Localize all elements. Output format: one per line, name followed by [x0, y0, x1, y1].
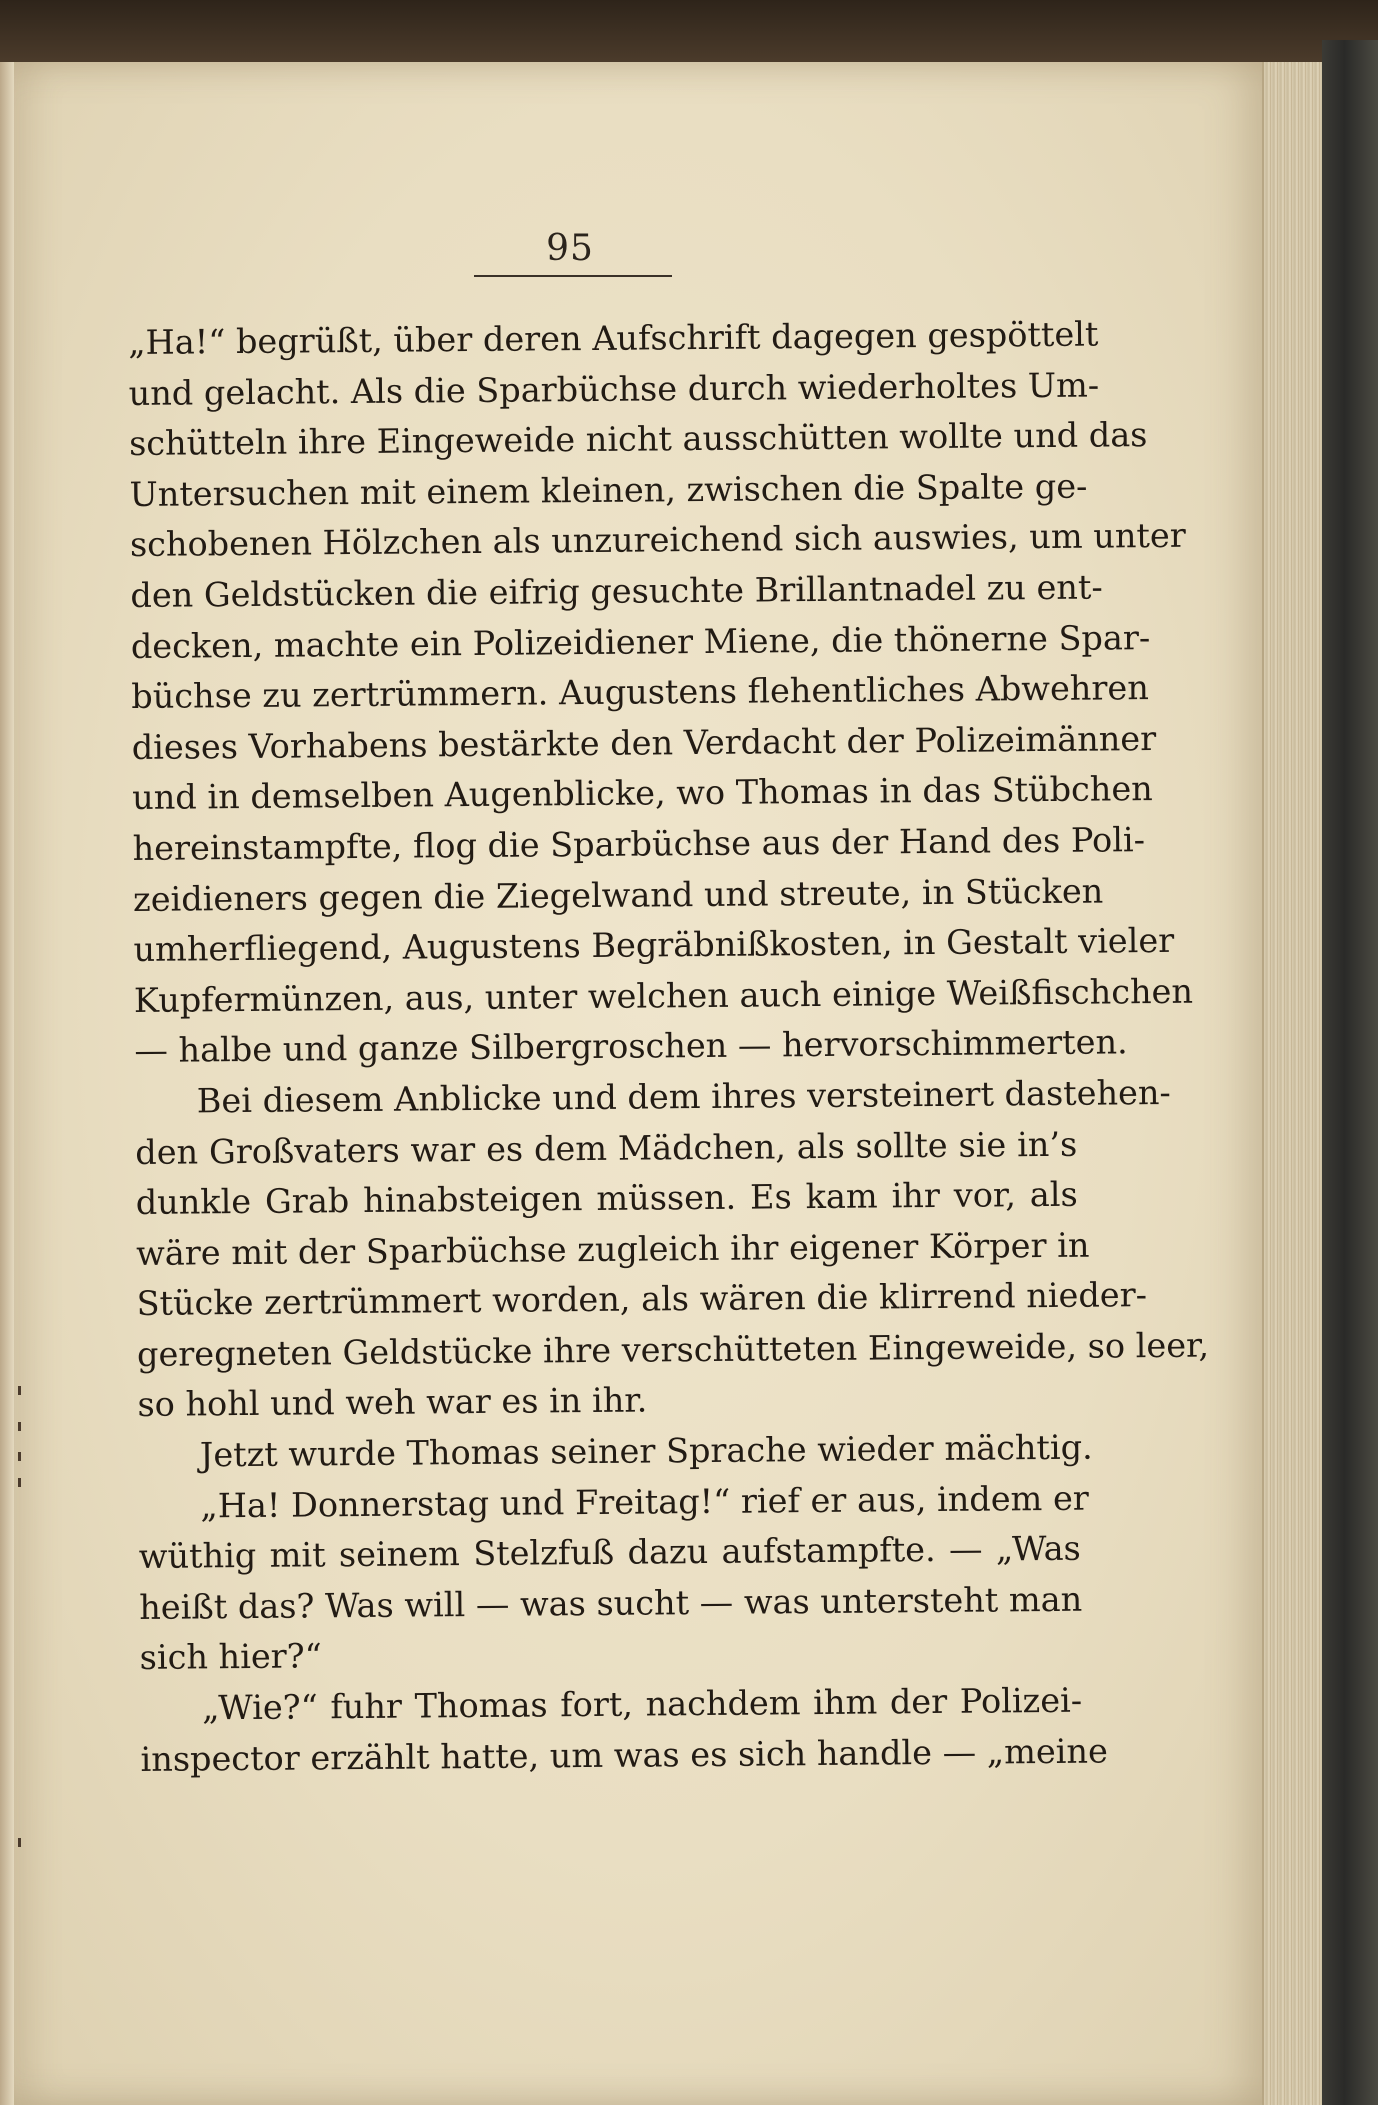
text-line: hereinstampfte, flog die Sparbüchse aus der Hand des Poli-	[132, 820, 1146, 868]
text-line: und gelacht. Als die Sparbüchse durch wiederholtes Um-	[128, 365, 1100, 413]
text-line: so hohl und weh war es in ihr.	[137, 1380, 648, 1425]
text-line: „Wie?“ fuhr Thomas fort, nachdem ihm der Polizei-	[201, 1680, 1083, 1728]
text-line: umherfliegend, Augustens Begräbnißkosten, in Gestalt vieler	[133, 921, 1175, 970]
text-line: — halbe und ganze Silbergroschen — hervorschimmerten.	[134, 1022, 1128, 1071]
text-line: und in demselben Augenblicke, wo Thomas in das Stübchen	[132, 769, 1153, 818]
text-line: geregneten Geldstücke ihre verschütteten Eingeweide, so leer,	[136, 1325, 1210, 1374]
text-line: inspector erzählt hatte, um was es sich handle — „meine	[140, 1731, 1108, 1779]
text-line: schütteln ihre Eingeweide nicht ausschütten wollte und das	[128, 415, 1148, 464]
text-line: wäre mit der Sparbüchse zugleich ihr eigener Körper in	[135, 1225, 1090, 1273]
text-line: decken, machte ein Polizeidiener Miene, die thönerne Spar-	[130, 617, 1151, 666]
text-line: Jetzt wurde Thomas seiner Sprache wieder mächtig.	[199, 1427, 1093, 1475]
text-line: Kupfermünzen, aus, unter welchen auch einige Weißfischchen	[133, 971, 1194, 1020]
text-line: Bei diesem Anblicke und dem ihres versteinert dastehen-	[196, 1072, 1171, 1121]
text-line: den Geldstücken die eifrig gesuchte Brillantnadel zu ent-	[130, 567, 1103, 615]
text-line: dunkle Grab hinabsteigen müssen. Es kam ihr vor, als	[135, 1174, 1078, 1223]
text-line: dieses Vorhabens bestärkte den Verdacht der Polizeimänner	[131, 718, 1157, 767]
text-line: büchse zu zertrümmern. Augustens flehentliches Abwehren	[131, 668, 1149, 717]
body-text	[128, 310, 1210, 1785]
text-line: Untersuchen mit einem kleinen, zwischen die Spalte ge-	[129, 466, 1088, 514]
page-edges	[1262, 62, 1324, 2105]
page-number-rule	[474, 275, 672, 277]
text-line: den Großvaters war es dem Mädchen, als sollte sie in’s	[135, 1124, 1078, 1172]
text-line: Stücke zertrümmert worden, als wären die klirrend nieder-	[136, 1275, 1148, 1324]
page-left-edge	[0, 62, 14, 2105]
book-cover	[1322, 40, 1378, 2105]
page-number: 95	[546, 228, 594, 269]
text-line: zeidieners gegen die Ziegelwand und streute, in Stücken	[132, 871, 1104, 919]
text-line: wüthig mit seinem Stelzfuß dazu aufstampfte. — „Was	[138, 1528, 1081, 1577]
text-line: heißt das? Was will — was sucht — was untersteht man	[139, 1579, 1083, 1627]
text-line: „Ha! Donnerstag und Freitag!“ rief er aus, indem er	[200, 1478, 1090, 1526]
text-line: schobenen Hölzchen als unzureichend sich auswies, um unter	[129, 516, 1186, 565]
text-line: sich hier?“	[139, 1636, 322, 1678]
text-line: „Ha!“ begrüßt, über deren Aufschrift dagegen gespöttelt	[128, 314, 1099, 362]
